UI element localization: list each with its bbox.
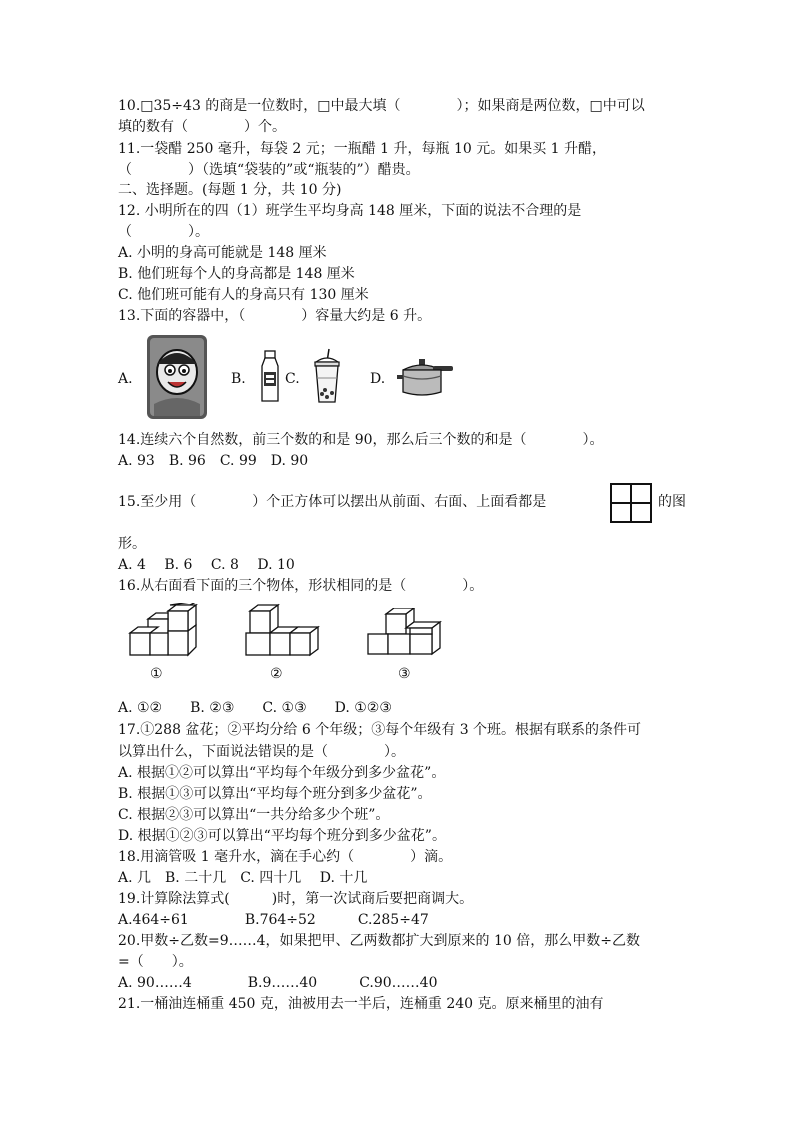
q18-line1: 18.用滴管吸 1 毫升水，滴在手心约（ ）滴。 — [118, 849, 453, 865]
q10-line1: 10.□35÷43 的商是一位数时，□中最大填（ ）；如果商是两位数，□中可以 — [118, 98, 645, 114]
cube-figure-2 — [244, 603, 324, 659]
q17-line2: 以算出什么，下面说法错误的是（ ）。 — [118, 744, 405, 760]
q11-line1: 11.一袋醋 250 毫升，每袋 2 元；一瓶醋 1 升，每瓶 10 元。如果买 1 升醋， — [118, 141, 607, 157]
q12-line1: 12. 小明所在的四（1）班学生平均身高 148 厘米，下面的说法不合理的是 — [118, 203, 582, 219]
q16-fig-label-2: ② — [270, 666, 283, 682]
q17-option-c: C. 根据②③可以算出“一共分给多少个班”。 — [118, 807, 390, 823]
q10-line2: 填的数有（ ）个。 — [118, 119, 286, 135]
q20-options: A. 90……4 B.9……40 C.90……40 — [118, 975, 438, 991]
q19-options: A.464÷61 B.764÷52 C.285÷47 — [118, 912, 429, 928]
q17-option-a: A. 根据①②可以算出“平均每个年级分到多少盆花”。 — [118, 765, 446, 781]
q13-line1: 13.下面的容器中，（ ）容量大约是 6 升。 — [118, 308, 432, 324]
q15-line1a: 15.至少用（ ）个正方体可以摆出从前面、右面、上面看都是 — [118, 494, 547, 510]
q12-option-a: A. 小明的身高可能就是 148 厘米 — [118, 245, 327, 261]
q17-option-b: B. 根据①③可以算出“平均每个班分到多少盆花”。 — [118, 786, 432, 802]
q16-fig-label-3: ③ — [398, 666, 411, 682]
q16-line1: 16.从右面看下面的三个物体，形状相同的是（ ）。 — [118, 578, 484, 594]
q13-label-c: C. — [285, 371, 300, 387]
q11-line2: （ ）（选填“袋装的”或“瓶装的”）醋贵。 — [118, 162, 420, 178]
q12-option-b: B. 他们班每个人的身高都是 148 厘米 — [118, 266, 355, 282]
drink-can-icon — [146, 334, 208, 420]
pressure-cooker-icon — [395, 358, 455, 398]
q16-options: A. ①② B. ②③ C. ①③ D. ①②③ — [118, 700, 392, 716]
q20-line2: =（ ）。 — [118, 954, 193, 970]
four-square-grid-figure — [610, 483, 652, 523]
q17-option-d: D. 根据①②③可以算出“平均每个班分到多少盆花”。 — [118, 828, 446, 844]
q19-line1: 19.计算除法算式( )时，第一次试商后要把商调大。 — [118, 891, 474, 907]
q12-line2: （ ）。 — [118, 224, 209, 240]
q18-options: A. 几 B. 二十几 C. 四十几 D. 十几 — [118, 870, 368, 886]
cube-figure-3 — [366, 608, 446, 660]
q17-line1: 17.①288 盆花；②平均分给 6 个年级；③每个年级有 3 个班。根据有联系的条件可 — [118, 722, 642, 738]
q20-line1: 20.甲数÷乙数=9……4，如果把甲、乙两数都扩大到原来的 10 倍，那么甲数÷乙数 — [118, 933, 640, 949]
milk-bottle-icon — [258, 350, 282, 404]
q15-line1b: 的图 — [658, 494, 686, 510]
q13-label-a: A. — [118, 371, 133, 387]
cube-figure-1 — [128, 603, 202, 659]
bubble-tea-cup-icon — [312, 348, 342, 404]
q14-line1: 14.连续六个自然数，前三个数的和是 90，那么后三个数的和是（ ）。 — [118, 432, 604, 448]
q15-options: A. 4 B. 6 C. 8 D. 10 — [118, 557, 295, 573]
q14-options: A. 93 B. 96 C. 99 D. 90 — [118, 453, 309, 469]
section-2-heading: 二、选择题。(每题 1 分，共 10 分) — [118, 182, 342, 198]
q13-label-b: B. — [231, 371, 246, 387]
q12-option-c: C. 他们班可能有人的身高只有 130 厘米 — [118, 287, 369, 303]
q15-line2: 形。 — [118, 536, 146, 552]
q21-line1: 21.一桶油连桶重 450 克，油被用去一半后，连桶重 240 克。原来桶里的油有 — [118, 996, 604, 1012]
q13-label-d: D. — [370, 371, 386, 387]
q16-fig-label-1: ① — [150, 666, 163, 682]
